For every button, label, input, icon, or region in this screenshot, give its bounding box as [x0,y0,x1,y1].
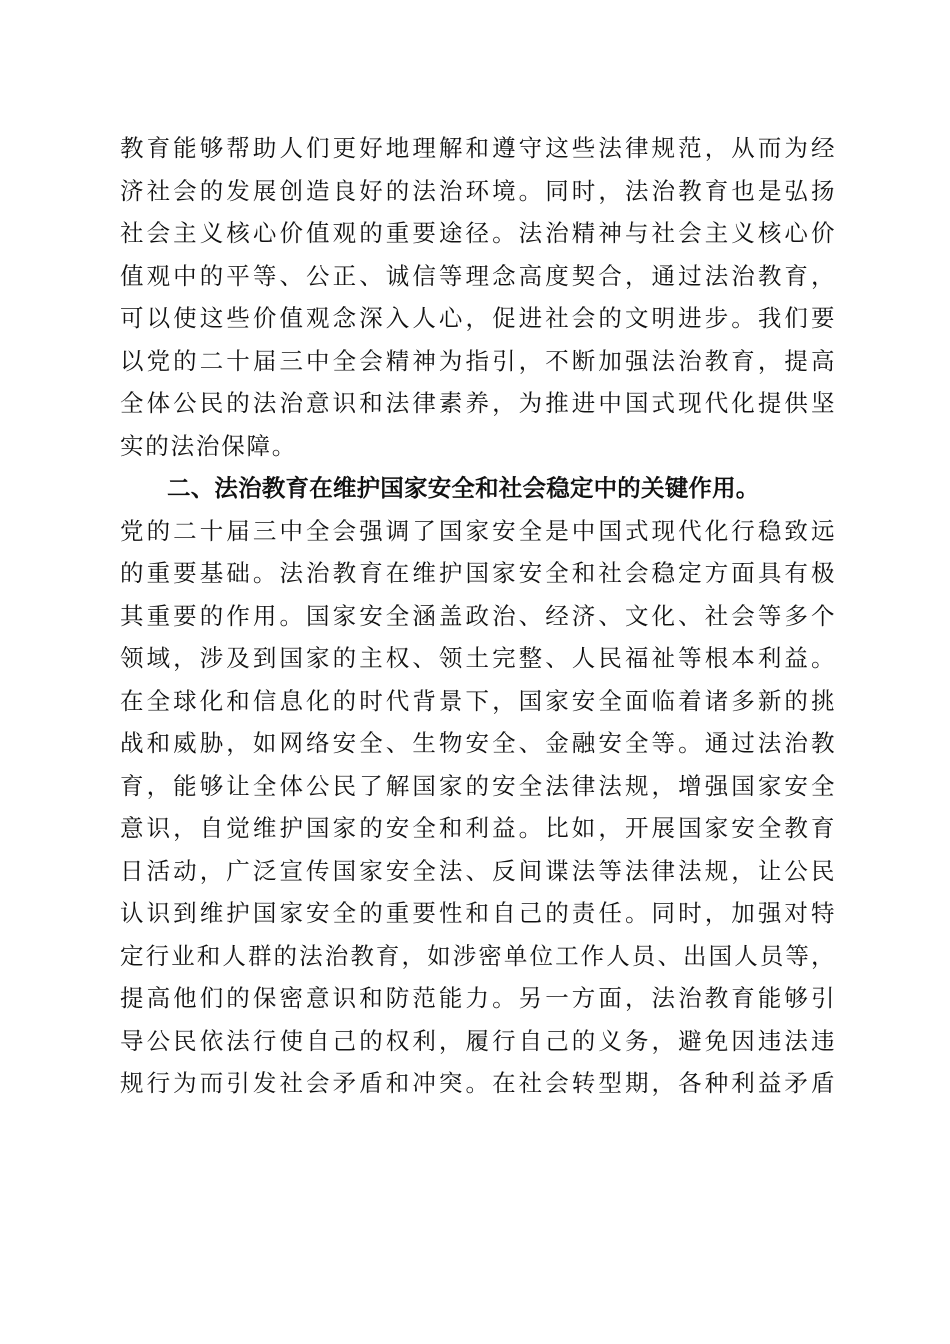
text-line: 在全球化和信息化的时代背景下，国家安全面临着诸多新的挑 [120,686,835,715]
paragraph-intro [120,127,835,467]
text-line: 意识，自觉维护国家的安全和利益。比如，开展国家安全教育 [120,814,835,842]
text-line: 日活动，广泛宣传国家安全法、反间谍法等法律法规，让公民 [120,856,835,885]
paragraph-national-security [120,510,835,1105]
text-line: 领域，涉及到国家的主权、领土完整、人民福祉等根本利益。 [120,644,835,672]
text-line: 教育能够帮助人们更好地理解和遵守这些法律规范，从而为经 [120,134,835,162]
text-line: 以党的二十届三中全会精神为指引，不断加强法治教育，提高 [120,346,835,375]
text-line: 社会主义核心价值观的重要途径。法治精神与社会主义核心价 [120,219,835,247]
text-line: 可以使这些价值观念深入人心，促进社会的文明进步。我们要 [120,304,835,332]
text-line: 济社会的发展创造良好的法治环境。同时，法治教育也是弘扬 [120,176,835,205]
text-line: 党的二十届三中全会强调了国家安全是中国式现代化行稳致远 [120,516,835,545]
text-line: 实的法治保障。 [120,431,298,460]
text-line: 其重要的作用。国家安全涵盖政治、经济、文化、社会等多个 [120,601,835,630]
document-body [120,127,835,1105]
text-line: 育，能够让全体公民了解国家的安全法律法规，增强国家安全 [120,771,835,800]
text-line: 值观中的平等、公正、诚信等理念高度契合，通过法治教育， [120,261,835,290]
text-line: 导公民依法行使自己的权利，履行自己的义务，避免因违法违 [120,1026,835,1055]
text-line: 全体公民的法治意识和法律素养，为推进中国式现代化提供坚 [120,389,835,417]
text-line: 认识到维护国家安全的重要性和自己的责任。同时，加强对特 [120,899,835,927]
text-line: 定行业和人群的法治教育，如涉密单位工作人员、出国人员等， [120,941,835,970]
text-line: 战和威胁，如网络安全、生物安全、金融安全等。通过法治教 [120,729,835,757]
text-line: 的重要基础。法治教育在维护国家安全和社会稳定方面具有极 [120,559,835,587]
text-line: 提高他们的保密意识和防范能力。另一方面，法治教育能够引 [120,984,835,1012]
text-line: 规行为而引发社会矛盾和冲突。在社会转型期，各种利益矛盾 [120,1069,835,1097]
section-heading: 二、法治教育在维护国家安全和社会稳定中的关键作用。 [167,474,760,502]
